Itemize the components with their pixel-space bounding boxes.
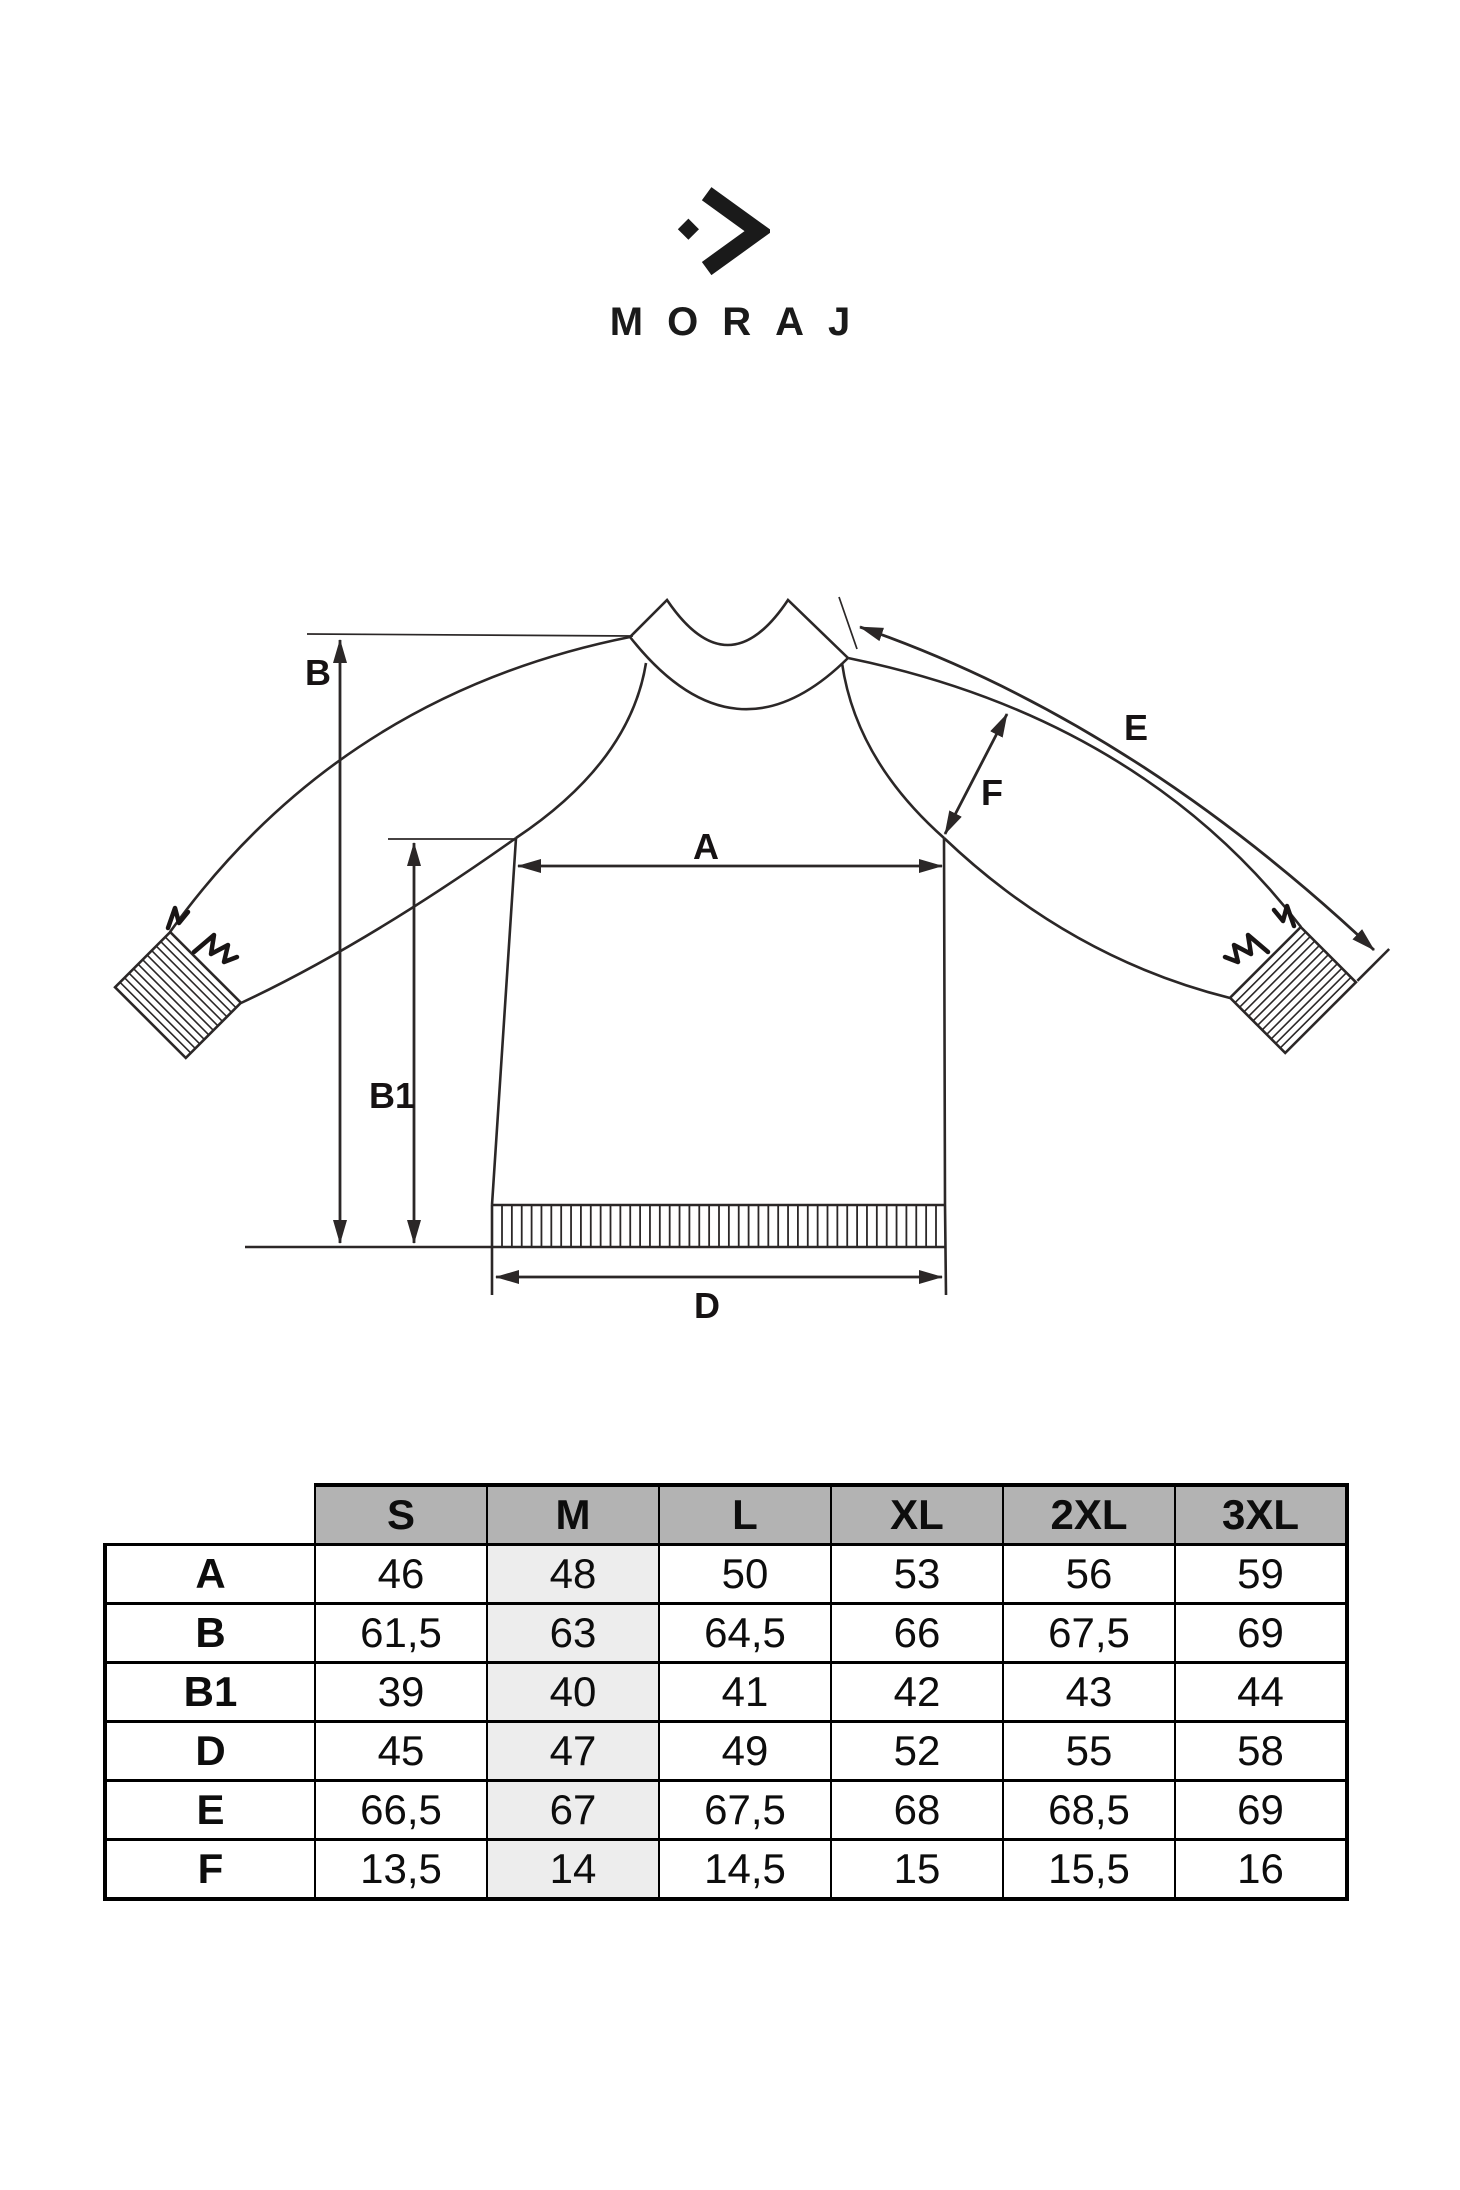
size-value-cell: 15 xyxy=(831,1840,1003,1900)
measurement-row-label: B xyxy=(105,1604,315,1663)
size-table-row xyxy=(105,1781,1347,1840)
size-column-header: S xyxy=(315,1485,487,1545)
dimension-e-collar-tick xyxy=(839,597,857,649)
raglan-seam-left xyxy=(516,663,646,838)
sweater-outline xyxy=(115,600,1389,1295)
size-value-cell: 68 xyxy=(831,1781,1003,1840)
size-value-cell: 39 xyxy=(315,1663,487,1722)
size-table-row xyxy=(105,1604,1347,1663)
collar-neckline xyxy=(630,600,848,658)
size-table-row xyxy=(105,1663,1347,1722)
size-table-header-row xyxy=(105,1485,1347,1545)
left-cuff-gather-mark-large xyxy=(194,935,237,962)
size-value-cell: 14 xyxy=(487,1840,659,1900)
dimension-arrow-e xyxy=(860,627,1374,950)
size-column-header: 3XL xyxy=(1175,1485,1347,1545)
size-column-header: 2XL xyxy=(1003,1485,1175,1545)
size-value-cell: 15,5 xyxy=(1003,1840,1175,1900)
measurement-label-d: D xyxy=(694,1285,720,1326)
size-column-header: XL xyxy=(831,1485,1003,1545)
size-value-cell: 43 xyxy=(1003,1663,1175,1722)
size-value-cell: 66,5 xyxy=(315,1781,487,1840)
right-sleeve-top-edge xyxy=(848,658,1301,927)
size-value-cell: 48 xyxy=(487,1545,659,1604)
size-value-cell: 56 xyxy=(1003,1545,1175,1604)
measurement-row-label: E xyxy=(105,1781,315,1840)
size-value-cell: 59 xyxy=(1175,1545,1347,1604)
table-corner-cell xyxy=(105,1485,315,1545)
measurement-row-label: F xyxy=(105,1840,315,1900)
size-value-cell: 69 xyxy=(1175,1604,1347,1663)
size-value-cell: 67,5 xyxy=(1003,1604,1175,1663)
size-value-cell: 49 xyxy=(659,1722,831,1781)
size-value-cell: 64,5 xyxy=(659,1604,831,1663)
size-table-row xyxy=(105,1840,1347,1900)
right-cuff-gather-mark-large xyxy=(1225,935,1268,962)
hem-ribbing xyxy=(502,1205,936,1247)
measurement-row-label: B1 xyxy=(105,1663,315,1722)
size-value-cell: 40 xyxy=(487,1663,659,1722)
measurement-row-label: D xyxy=(105,1722,315,1781)
size-value-cell: 67,5 xyxy=(659,1781,831,1840)
size-value-cell: 55 xyxy=(1003,1722,1175,1781)
size-value-cell: 45 xyxy=(315,1722,487,1781)
size-value-cell: 47 xyxy=(487,1722,659,1781)
size-value-cell: 61,5 xyxy=(315,1604,487,1663)
size-column-header: L xyxy=(659,1485,831,1545)
size-value-cell: 69 xyxy=(1175,1781,1347,1840)
collar-band-bottom xyxy=(630,637,848,709)
brand-name: MORAJ xyxy=(609,300,875,344)
right-cuff-gather-mark-small xyxy=(1274,906,1294,926)
dimension-b-top-reference xyxy=(307,634,633,636)
left-sleeve-top-edge xyxy=(170,637,630,932)
measurement-label-b1: B1 xyxy=(368,1075,416,1116)
left-sleeve-under-edge xyxy=(241,838,516,1003)
size-value-cell: 67 xyxy=(487,1781,659,1840)
measurement-label-a: A xyxy=(693,826,719,867)
size-value-cell: 58 xyxy=(1175,1722,1347,1781)
size-table xyxy=(103,1483,1349,1901)
size-table-container xyxy=(103,1483,1345,1901)
size-value-cell: 66 xyxy=(831,1604,1003,1663)
measurement-label-b: B xyxy=(305,652,331,693)
size-value-cell: 44 xyxy=(1175,1663,1347,1722)
measurement-label-f: F xyxy=(981,772,1003,813)
size-value-cell: 63 xyxy=(487,1604,659,1663)
size-value-cell: 42 xyxy=(831,1663,1003,1722)
size-value-cell: 13,5 xyxy=(315,1840,487,1900)
size-table-row xyxy=(105,1722,1347,1781)
size-value-cell: 53 xyxy=(831,1545,1003,1604)
size-value-cell: 41 xyxy=(659,1663,831,1722)
body-right-edge xyxy=(944,838,946,1295)
size-value-cell: 50 xyxy=(659,1545,831,1604)
size-value-cell: 16 xyxy=(1175,1840,1347,1900)
size-value-cell: 68,5 xyxy=(1003,1781,1175,1840)
sleeve-length-end-tick xyxy=(1357,949,1389,981)
size-value-cell: 14,5 xyxy=(659,1840,831,1900)
size-value-cell: 52 xyxy=(831,1722,1003,1781)
measurement-label-e: E xyxy=(1123,707,1149,748)
raglan-seam-right xyxy=(842,663,944,838)
right-sleeve-under-edge xyxy=(944,838,1230,998)
size-table-row xyxy=(105,1545,1347,1604)
left-cuff xyxy=(115,932,241,1058)
right-cuff xyxy=(1230,894,1389,1053)
size-value-cell: 46 xyxy=(315,1545,487,1604)
dimension-lines xyxy=(307,597,1374,1277)
size-column-header: M xyxy=(487,1485,659,1545)
measurement-row-label: A xyxy=(105,1545,315,1604)
